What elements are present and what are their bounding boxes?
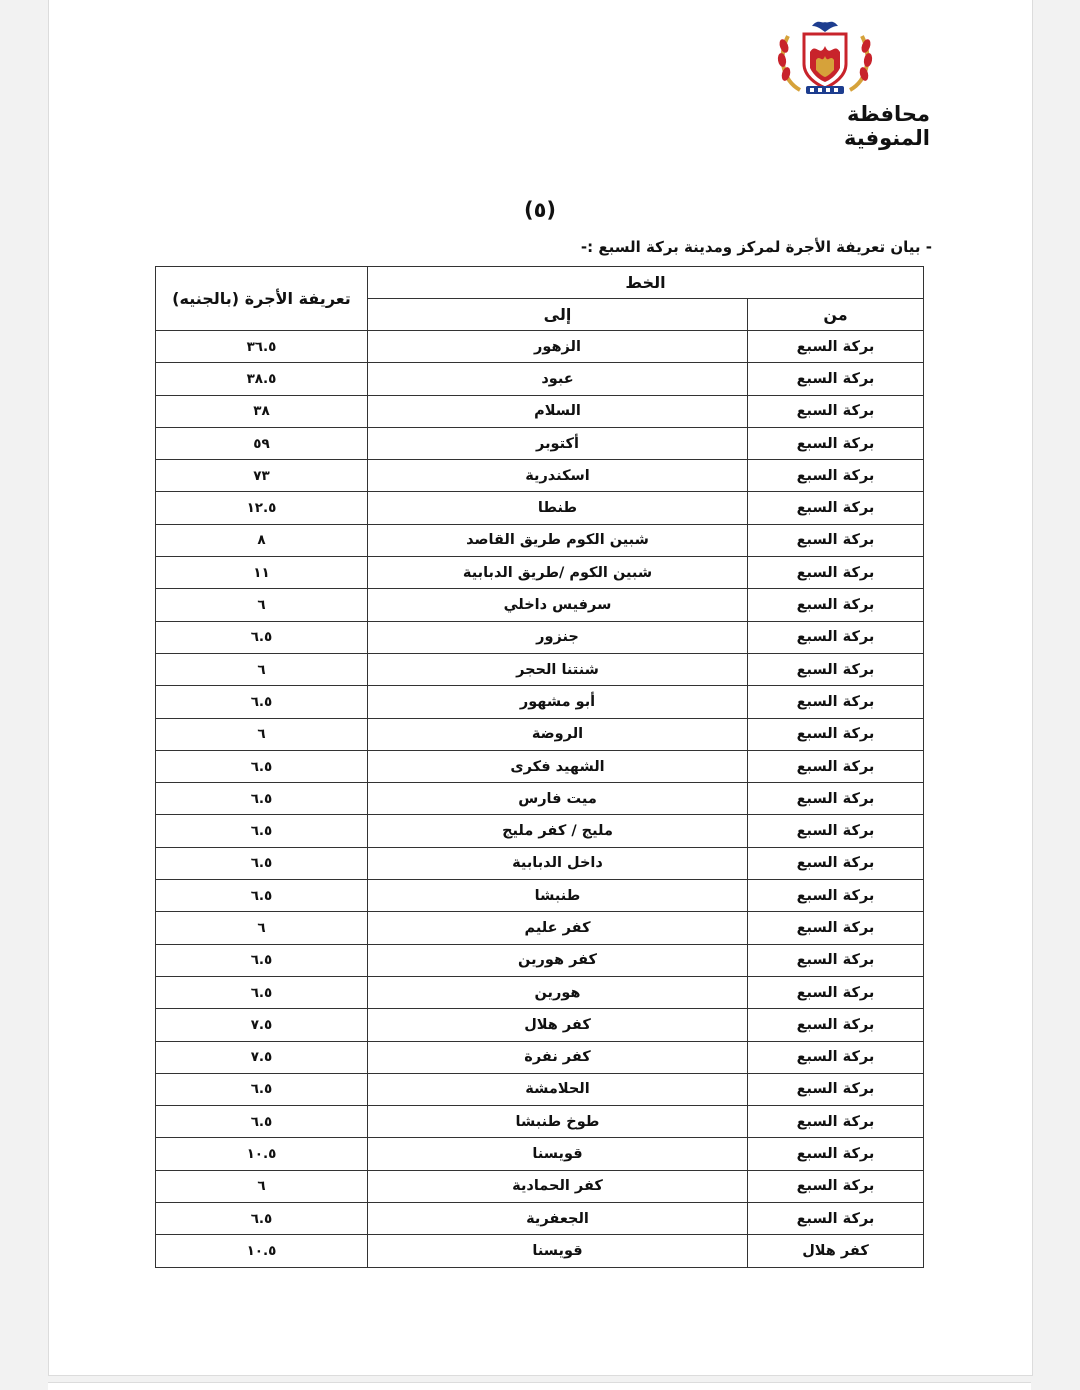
from-cell: بركة السبع — [748, 912, 924, 944]
table-row — [156, 976, 924, 1008]
to-cell: ميت فارس — [368, 783, 748, 815]
from-cell: بركة السبع — [748, 460, 924, 492]
to-cell: طنطا — [368, 492, 748, 524]
table-row — [156, 783, 924, 815]
table-row — [156, 1009, 924, 1041]
table-row — [156, 1235, 924, 1267]
table-row — [156, 1203, 924, 1235]
to-cell: عبود — [368, 363, 748, 395]
fare-cell: ٥٩ — [156, 427, 368, 459]
to-cell: كفر عليم — [368, 912, 748, 944]
table-row — [156, 460, 924, 492]
fare-cell: ٦ — [156, 589, 368, 621]
to-header: إلى — [368, 299, 748, 331]
fare-header: تعريفة الأجرة (بالجنيه) — [156, 267, 368, 331]
from-cell: بركة السبع — [748, 492, 924, 524]
to-cell: الجعفرية — [368, 1203, 748, 1235]
fare-cell: ٦.٥ — [156, 621, 368, 653]
table-row — [156, 1138, 924, 1170]
to-cell: جنزور — [368, 621, 748, 653]
fare-cell: ٦ — [156, 718, 368, 750]
to-cell: الزهور — [368, 331, 748, 363]
from-cell: بركة السبع — [748, 589, 924, 621]
table-row — [156, 944, 924, 976]
from-cell: بركة السبع — [748, 621, 924, 653]
to-cell: قويسنا — [368, 1138, 748, 1170]
table-row — [156, 1073, 924, 1105]
line-header: الخط — [368, 267, 924, 299]
to-cell: طوخ طنبشا — [368, 1106, 748, 1138]
fare-cell: ١١ — [156, 557, 368, 589]
from-cell: بركة السبع — [748, 847, 924, 879]
table-row — [156, 653, 924, 685]
fare-cell: ٦.٥ — [156, 783, 368, 815]
to-cell: شبين الكوم طريق القاصد — [368, 524, 748, 556]
table-row — [156, 815, 924, 847]
to-cell: شبين الكوم /طريق الدبابية — [368, 557, 748, 589]
fare-cell: ١٢.٥ — [156, 492, 368, 524]
fare-cell: ١٠.٥ — [156, 1235, 368, 1267]
fare-cell: ٨ — [156, 524, 368, 556]
table-row — [156, 363, 924, 395]
to-cell: الروضة — [368, 718, 748, 750]
from-cell: بركة السبع — [748, 1009, 924, 1041]
fare-cell: ٦.٥ — [156, 847, 368, 879]
to-cell: شنتنا الحجر — [368, 653, 748, 685]
fare-cell: ١٠.٥ — [156, 1138, 368, 1170]
from-cell: بركة السبع — [748, 1138, 924, 1170]
table-row — [156, 750, 924, 782]
to-cell: كفر هلال — [368, 1009, 748, 1041]
to-cell: داخل الدبابية — [368, 847, 748, 879]
fare-cell: ٣٦.٥ — [156, 331, 368, 363]
table-row — [156, 395, 924, 427]
from-cell: بركة السبع — [748, 750, 924, 782]
fare-cell: ٦.٥ — [156, 1203, 368, 1235]
table-row — [156, 1041, 924, 1073]
from-cell: بركة السبع — [748, 427, 924, 459]
fare-table — [155, 266, 924, 1268]
fare-cell: ٦.٥ — [156, 944, 368, 976]
from-cell: بركة السبع — [748, 944, 924, 976]
to-cell: أكتوبر — [368, 427, 748, 459]
from-header: من — [748, 299, 924, 331]
fare-cell: ٦.٥ — [156, 1106, 368, 1138]
to-cell: اسكندرية — [368, 460, 748, 492]
from-cell: بركة السبع — [748, 1106, 924, 1138]
to-cell: أبو مشهور — [368, 686, 748, 718]
to-cell: السلام — [368, 395, 748, 427]
to-cell: هورين — [368, 976, 748, 1008]
from-cell: بركة السبع — [748, 653, 924, 685]
from-cell: بركة السبع — [748, 686, 924, 718]
fare-cell: ٧.٥ — [156, 1041, 368, 1073]
table-row — [156, 718, 924, 750]
from-cell: بركة السبع — [748, 363, 924, 395]
to-cell: كفر نفرة — [368, 1041, 748, 1073]
table-row — [156, 621, 924, 653]
table-row — [156, 880, 924, 912]
to-cell: طنبشا — [368, 880, 748, 912]
from-cell: بركة السبع — [748, 395, 924, 427]
fare-cell: ٦.٥ — [156, 686, 368, 718]
table-row — [156, 557, 924, 589]
from-cell: بركة السبع — [748, 1073, 924, 1105]
from-cell: كفر هلال — [748, 1235, 924, 1267]
to-cell: سرفيس داخلي — [368, 589, 748, 621]
from-cell: بركة السبع — [748, 557, 924, 589]
fare-cell: ٣٨ — [156, 395, 368, 427]
fare-cell: ٦ — [156, 653, 368, 685]
table-caption: - بيان تعريفة الأجرة لمركز ومدينة بركة السبع :- — [580, 238, 932, 256]
to-cell: كفر هورين — [368, 944, 748, 976]
table-row — [156, 686, 924, 718]
fare-cell: ٦.٥ — [156, 815, 368, 847]
page-number: (٥) — [523, 198, 557, 222]
from-cell: بركة السبع — [748, 815, 924, 847]
table-row — [156, 492, 924, 524]
from-cell: بركة السبع — [748, 331, 924, 363]
table-row — [156, 589, 924, 621]
table-row — [156, 1106, 924, 1138]
table-row — [156, 331, 924, 363]
from-cell: بركة السبع — [748, 783, 924, 815]
from-cell: بركة السبع — [748, 524, 924, 556]
to-cell: الشهيد فكرى — [368, 750, 748, 782]
fare-cell: ٣٨.٥ — [156, 363, 368, 395]
table-row — [156, 427, 924, 459]
to-cell: الحلامشة — [368, 1073, 748, 1105]
table-row — [156, 847, 924, 879]
from-cell: بركة السبع — [748, 1170, 924, 1202]
to-cell: مليج / كفر مليج — [368, 815, 748, 847]
fare-cell: ٧٣ — [156, 460, 368, 492]
to-cell: كفر الحمادية — [368, 1170, 748, 1202]
table-row — [156, 524, 924, 556]
fare-cell: ٦.٥ — [156, 1073, 368, 1105]
fare-cell: ٧.٥ — [156, 1009, 368, 1041]
fare-cell: ٦ — [156, 1170, 368, 1202]
from-cell: بركة السبع — [748, 718, 924, 750]
fare-table-body — [156, 331, 924, 1268]
fare-cell: ٦ — [156, 912, 368, 944]
fare-cell: ٦.٥ — [156, 880, 368, 912]
from-cell: بركة السبع — [748, 880, 924, 912]
table-row — [156, 1170, 924, 1202]
fare-cell: ٦.٥ — [156, 976, 368, 1008]
to-cell: قويسنا — [368, 1235, 748, 1267]
governorate-name: محافظة المنوفية — [844, 102, 930, 150]
table-row — [156, 912, 924, 944]
from-cell: بركة السبع — [748, 976, 924, 1008]
fare-cell: ٦.٥ — [156, 750, 368, 782]
from-cell: بركة السبع — [748, 1203, 924, 1235]
from-cell: بركة السبع — [748, 1041, 924, 1073]
governorate-emblem-icon — [770, 12, 880, 98]
